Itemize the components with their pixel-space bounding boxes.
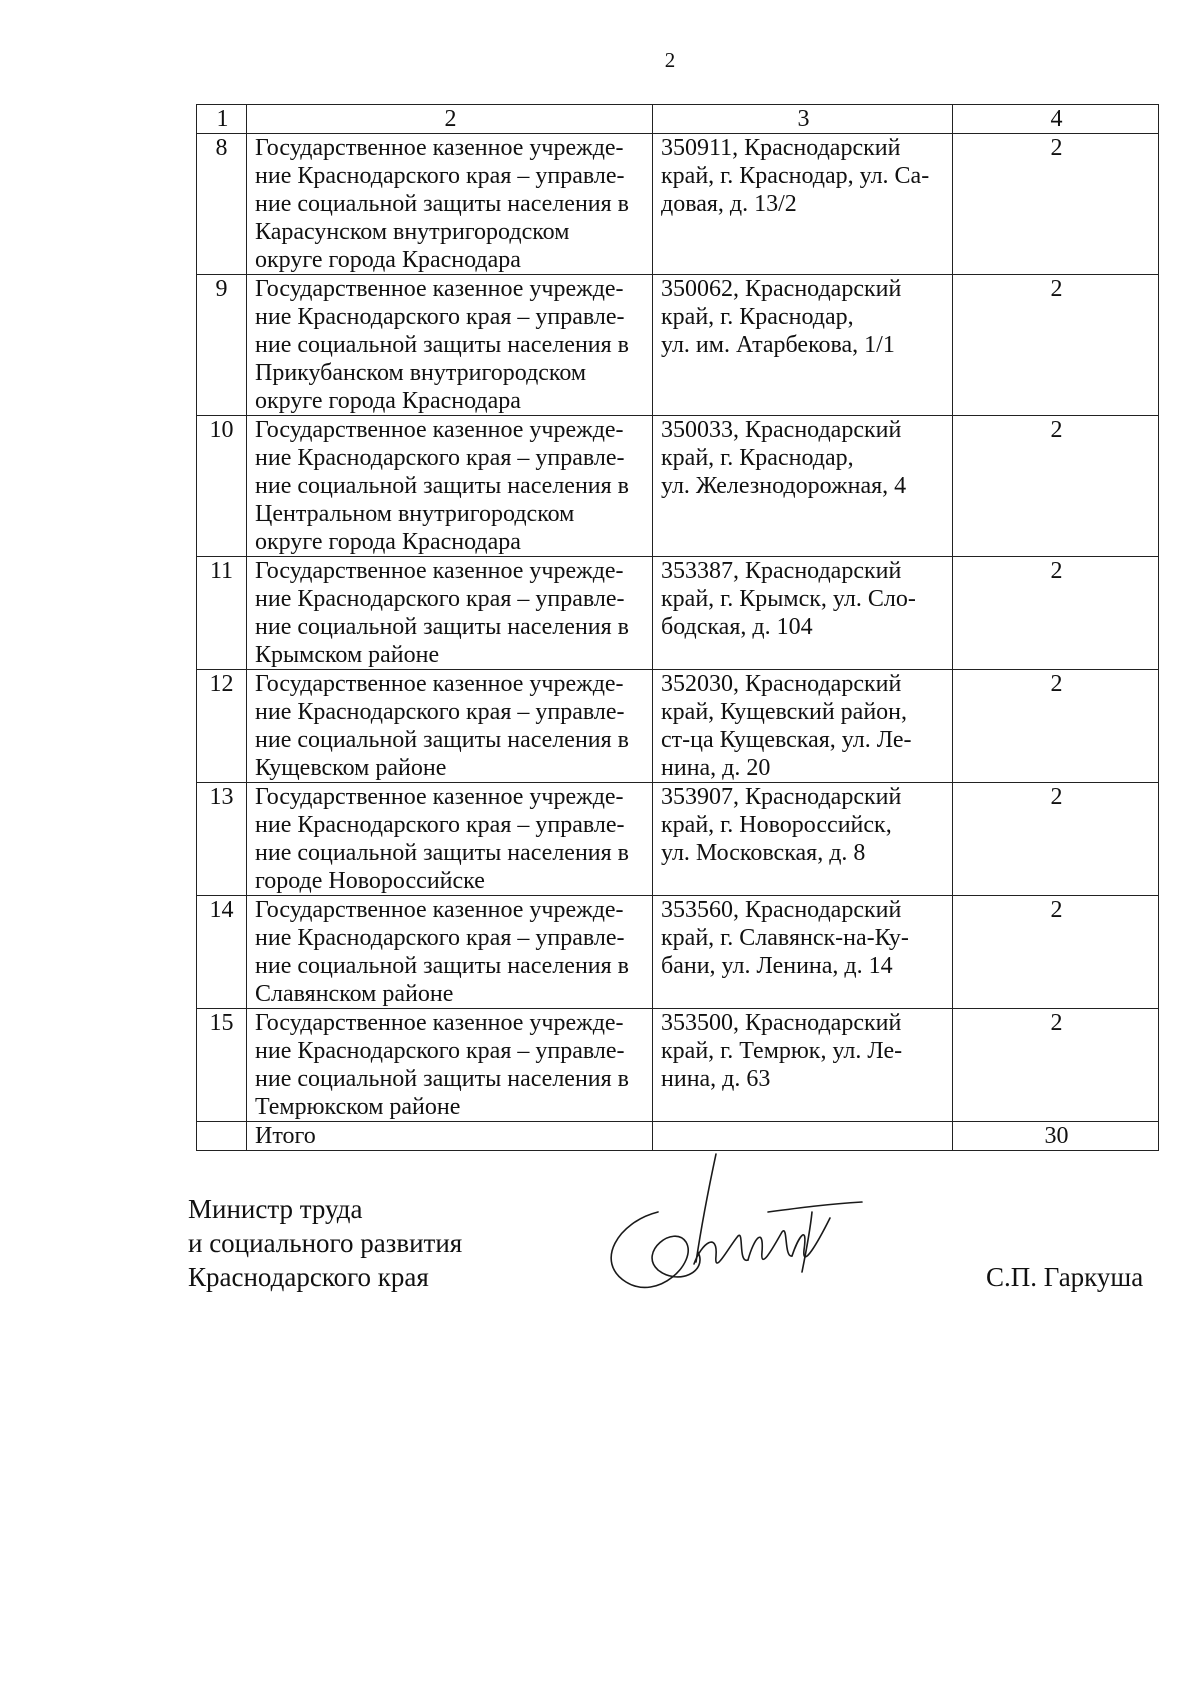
institution-name-line: Государственное казенное учрежде- bbox=[255, 276, 624, 302]
institution-name-line: Темрюкском районе bbox=[255, 1094, 461, 1120]
institution-name-line: ние социальной защиты населения в bbox=[255, 191, 630, 217]
row-number-cell: 8 bbox=[197, 134, 247, 275]
institution-name-line: ние Краснодарского края – управле- bbox=[255, 304, 625, 330]
institution-name-cell bbox=[247, 1009, 653, 1122]
address-line: ул. им. Атарбекова, 1/1 bbox=[661, 332, 895, 358]
table-header-row bbox=[197, 105, 1159, 134]
address-line: 353500, Краснодарский bbox=[661, 1010, 902, 1036]
page-number: 2 bbox=[664, 48, 676, 72]
address-line: 350911, Краснодарский bbox=[661, 135, 901, 161]
institution-name-line: ние социальной защиты населения в bbox=[255, 332, 630, 358]
institution-name-line: Государственное казенное учрежде- bbox=[255, 784, 624, 810]
row-number-cell: 10 bbox=[197, 416, 247, 557]
address-cell bbox=[653, 670, 953, 783]
address-cell bbox=[653, 896, 953, 1009]
quantity-cell: 2 bbox=[953, 783, 1159, 896]
table-row bbox=[197, 670, 1159, 783]
address-line: 352030, Краснодарский bbox=[661, 671, 902, 697]
institution-name-line: ние социальной защиты населения в bbox=[255, 953, 630, 979]
address-cell bbox=[653, 275, 953, 416]
institution-name-line: Государственное казенное учрежде- bbox=[255, 1010, 624, 1036]
address-line: край, г. Краснодар, bbox=[661, 304, 854, 330]
institution-name-line: ние Краснодарского края – управле- bbox=[255, 586, 625, 612]
signer-name: С.П. Гаркуша bbox=[986, 1262, 1144, 1292]
minister-title-line: и социального развития bbox=[188, 1228, 463, 1258]
address-line: край, г. Темрюк, ул. Ле- bbox=[661, 1038, 903, 1064]
address-line: ул. Железнодорожная, 4 bbox=[661, 473, 907, 499]
institution-name-line: городе Новороссийске bbox=[255, 868, 485, 894]
row-number-cell: 9 bbox=[197, 275, 247, 416]
quantity-cell: 2 bbox=[953, 275, 1159, 416]
total-empty-cell bbox=[197, 1122, 247, 1151]
address-line: край, г. Новороссийск, bbox=[661, 812, 892, 838]
address-line: нина, д. 20 bbox=[661, 755, 771, 781]
institution-name-cell bbox=[247, 896, 653, 1009]
header-cell: 3 bbox=[653, 105, 953, 134]
institution-name-line: ние социальной защиты населения в bbox=[255, 727, 630, 753]
table-row bbox=[197, 416, 1159, 557]
institution-name-line: ние Краснодарского края – управле- bbox=[255, 812, 625, 838]
institution-name-line: ние Краснодарского края – управле- bbox=[255, 699, 625, 725]
minister-title-line: Краснодарского края bbox=[188, 1262, 429, 1292]
institution-name-line: округе города Краснодара bbox=[255, 529, 521, 555]
address-line: край, г. Краснодар, bbox=[661, 445, 854, 471]
institution-name-line: ние Краснодарского края – управле- bbox=[255, 1038, 625, 1064]
institution-name-line: Государственное казенное учрежде- bbox=[255, 417, 624, 443]
address-line: край, г. Краснодар, ул. Са- bbox=[661, 163, 930, 189]
address-line: бани, ул. Ленина, д. 14 bbox=[661, 953, 893, 979]
institution-name-line: Государственное казенное учрежде- bbox=[255, 897, 624, 923]
institution-name-line: ние Краснодарского края – управле- bbox=[255, 445, 625, 471]
address-line: бодская, д. 104 bbox=[661, 614, 813, 640]
institution-name-cell bbox=[247, 275, 653, 416]
institution-name-line: округе города Краснодара bbox=[255, 247, 521, 273]
quantity-cell: 2 bbox=[953, 416, 1159, 557]
institution-name-line: Крымском районе bbox=[255, 642, 440, 668]
table-row bbox=[197, 783, 1159, 896]
institution-name-line: Карасунском внутригородском bbox=[255, 219, 570, 245]
institution-name-line: ние социальной защиты населения в bbox=[255, 1066, 630, 1092]
quantity-cell: 2 bbox=[953, 1009, 1159, 1122]
institution-name-line: Кущевском районе bbox=[255, 755, 447, 781]
institution-name-cell bbox=[247, 557, 653, 670]
institution-name-line: округе города Краснодара bbox=[255, 388, 521, 414]
minister-title bbox=[188, 1192, 462, 1294]
total-value-cell: 30 bbox=[953, 1122, 1159, 1151]
institution-name-line: ние Краснодарского края – управле- bbox=[255, 163, 625, 189]
total-label-cell: Итого bbox=[247, 1122, 653, 1151]
institution-name-line: ние социальной защиты населения в bbox=[255, 473, 630, 499]
address-line: край, г. Славянск-на-Ку- bbox=[661, 925, 909, 951]
address-line: 350062, Краснодарский bbox=[661, 276, 902, 302]
institution-name-cell bbox=[247, 416, 653, 557]
table-row bbox=[197, 896, 1159, 1009]
quantity-cell: 2 bbox=[953, 670, 1159, 783]
header-cell: 2 bbox=[247, 105, 653, 134]
row-number-cell: 15 bbox=[197, 1009, 247, 1122]
address-cell bbox=[653, 134, 953, 275]
address-cell bbox=[653, 416, 953, 557]
address-line: 353907, Краснодарский bbox=[661, 784, 902, 810]
row-number-cell: 14 bbox=[197, 896, 247, 1009]
institution-name-line: Государственное казенное учрежде- bbox=[255, 558, 624, 584]
address-line: ул. Московская, д. 8 bbox=[661, 840, 866, 866]
institution-name-line: Государственное казенное учрежде- bbox=[255, 135, 624, 161]
institution-name-cell bbox=[247, 783, 653, 896]
address-line: 353387, Краснодарский bbox=[661, 558, 902, 584]
table-row bbox=[197, 557, 1159, 670]
address-line: край, Кущевский район, bbox=[661, 699, 908, 725]
row-number-cell: 11 bbox=[197, 557, 247, 670]
table-row bbox=[197, 134, 1159, 275]
minister-title-line: Министр труда bbox=[188, 1194, 363, 1224]
quantity-cell: 2 bbox=[953, 557, 1159, 670]
address-cell bbox=[653, 1009, 953, 1122]
handwritten-signature bbox=[598, 1152, 868, 1312]
header-cell: 4 bbox=[953, 105, 1159, 134]
address-cell bbox=[653, 783, 953, 896]
address-line: 350033, Краснодарский bbox=[661, 417, 902, 443]
header-cell: 1 bbox=[197, 105, 247, 134]
institution-name-line: Прикубанском внутригородском bbox=[255, 360, 587, 386]
quantity-cell: 2 bbox=[953, 134, 1159, 275]
row-number-cell: 13 bbox=[197, 783, 247, 896]
address-line: ст-ца Кущевская, ул. Ле- bbox=[661, 727, 912, 753]
quantity-cell: 2 bbox=[953, 896, 1159, 1009]
total-row bbox=[197, 1122, 1159, 1151]
institution-name-line: ние социальной защиты населения в bbox=[255, 614, 630, 640]
row-number-cell: 12 bbox=[197, 670, 247, 783]
total-empty-cell bbox=[653, 1122, 953, 1151]
institution-name-cell bbox=[247, 670, 653, 783]
table-row bbox=[197, 1009, 1159, 1122]
institution-name-cell bbox=[247, 134, 653, 275]
institution-name-line: ние социальной защиты населения в bbox=[255, 840, 630, 866]
address-line: нина, д. 63 bbox=[661, 1066, 771, 1092]
address-line: край, г. Крымск, ул. Сло- bbox=[661, 586, 916, 612]
address-line: 353560, Краснодарский bbox=[661, 897, 902, 923]
table-row bbox=[197, 275, 1159, 416]
institution-name-line: Центральном внутригородском bbox=[255, 501, 575, 527]
institution-name-line: ние Краснодарского края – управле- bbox=[255, 925, 625, 951]
institution-name-line: Славянском районе bbox=[255, 981, 454, 1007]
address-cell bbox=[653, 557, 953, 670]
address-line: довая, д. 13/2 bbox=[661, 191, 797, 217]
institutions-table bbox=[196, 104, 1159, 1151]
institution-name-line: Государственное казенное учрежде- bbox=[255, 671, 624, 697]
